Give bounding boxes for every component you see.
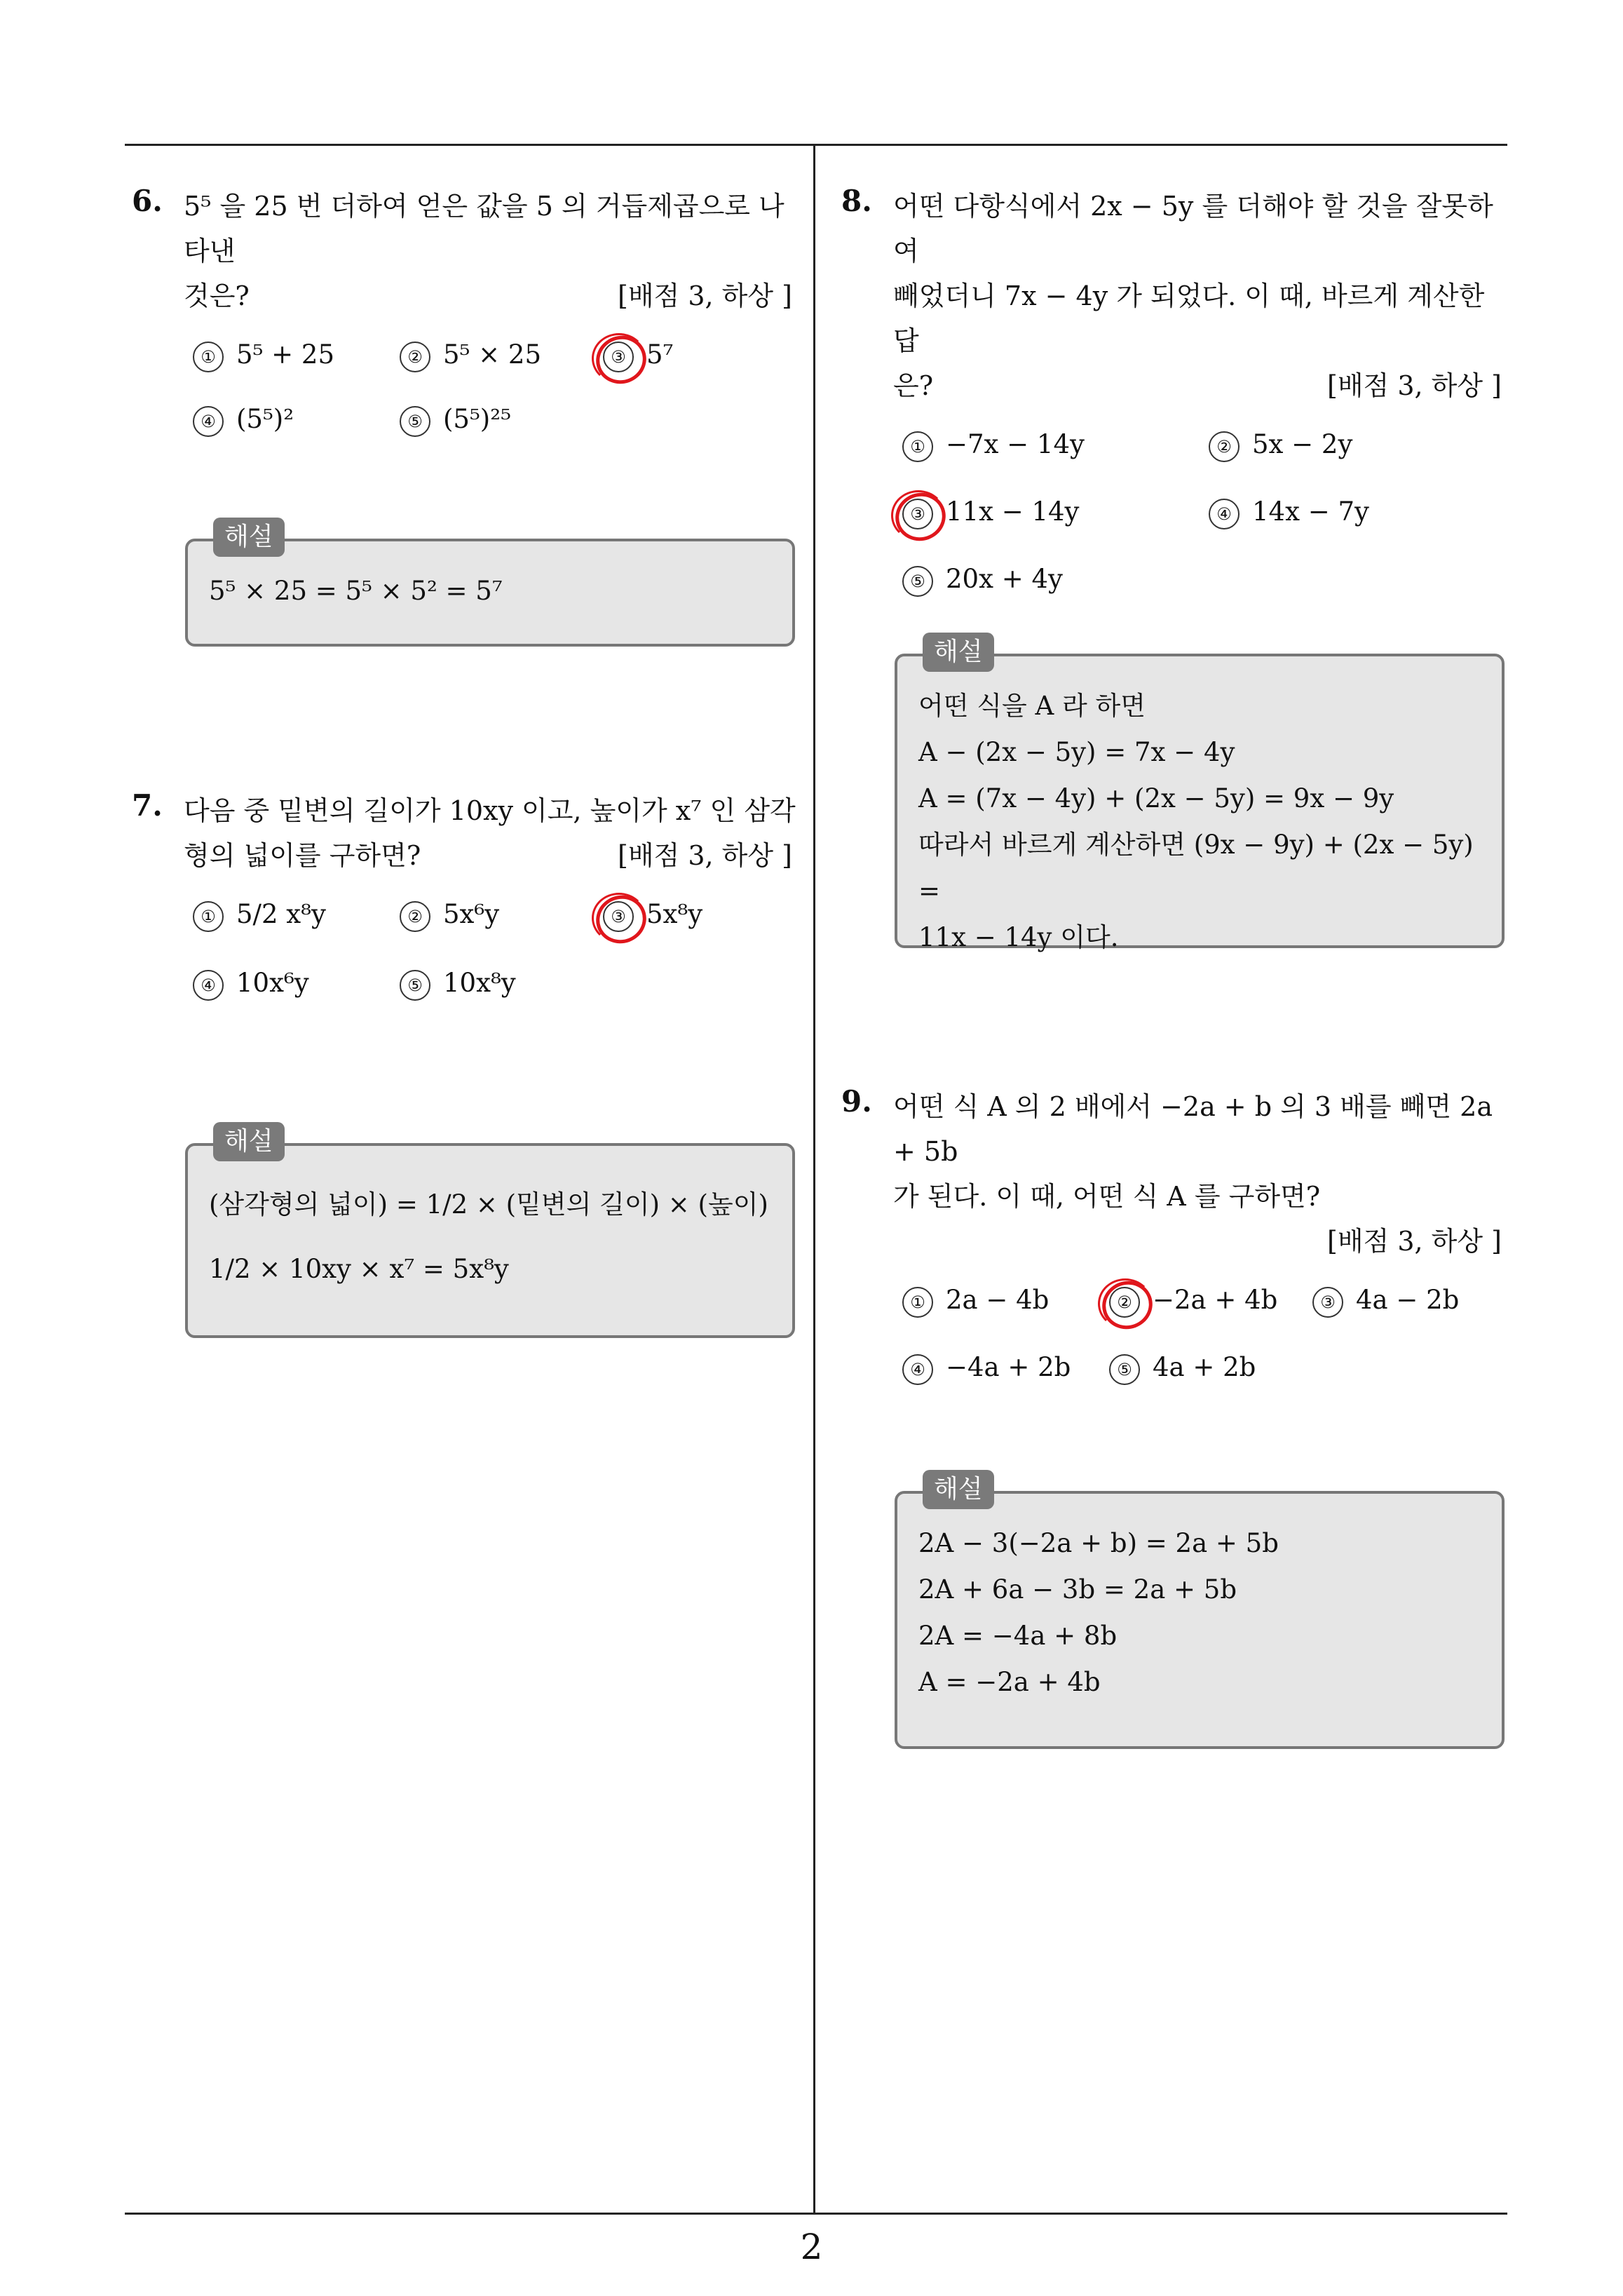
question-text-line2 — [184, 274, 799, 318]
choice-text: 5x⁸y — [646, 899, 703, 929]
choice-mark: ④ — [193, 406, 224, 437]
solution-box — [895, 1475, 1505, 1749]
question-9-head — [836, 1084, 1509, 1264]
page-number: 2 — [800, 2227, 823, 2267]
solution-box — [895, 637, 1505, 952]
choice-text: 4a + 2b — [1153, 1352, 1256, 1382]
choice-2[interactable] — [1109, 1285, 1277, 1318]
question-text-line2-content: 것은? — [184, 281, 250, 311]
choice-text: 11x − 14y — [946, 497, 1080, 527]
solution-tab: 해설 — [213, 518, 285, 557]
solution-line: 5⁵ × 25 = 5⁵ × 5² = 5⁷ — [209, 576, 503, 606]
question-number: 8. — [841, 184, 872, 218]
score-label: [배점 3, 하상 ] — [1327, 370, 1502, 401]
question-number: 6. — [132, 184, 163, 218]
solution-line: A = −2a + 4b — [918, 1667, 1101, 1697]
choice-mark: ① — [902, 431, 933, 462]
question-6 — [126, 184, 799, 606]
choice-mark-answer-circled: ③ — [603, 342, 634, 372]
question-number: 9. — [841, 1084, 872, 1119]
choice-5[interactable] — [902, 564, 1063, 597]
question-text-line3 — [893, 363, 1509, 408]
choice-1[interactable] — [902, 1285, 1049, 1318]
choice-5[interactable] — [1109, 1352, 1256, 1385]
choice-mark: ④ — [193, 970, 224, 1001]
solution-line: 2A − 3(−2a + b) = 2a + 5b — [918, 1528, 1279, 1558]
choice-text: 5x − 2y — [1252, 429, 1353, 459]
choice-text: (5⁵)² — [236, 404, 294, 434]
choice-mark: ② — [1209, 431, 1240, 462]
question-text-line3-content: 은? — [893, 370, 934, 401]
question-text-line2: 빼었더니 7x − 4y 가 되었다. 이 때, 바르게 계산한 답 — [893, 281, 1485, 356]
choice-2[interactable] — [1209, 429, 1352, 462]
choice-text: 2a − 4b — [946, 1285, 1050, 1315]
choice-text: 14x − 7y — [1252, 497, 1369, 527]
solution-box — [185, 522, 795, 647]
solution-line: 어떤 식을 A 라 하면 — [918, 691, 1146, 721]
choice-1[interactable] — [902, 429, 1085, 462]
choice-3[interactable] — [902, 497, 1079, 529]
choice-mark: ⑤ — [400, 406, 430, 437]
choice-mark: ② — [400, 901, 430, 932]
question-text-line1: 어떤 다항식에서 2x − 5y 를 더해야 할 것을 잘못하여 — [893, 191, 1493, 266]
choice-text: 5⁷ — [646, 339, 674, 370]
choice-3[interactable] — [1312, 1285, 1459, 1318]
bottom-rule — [125, 2213, 1507, 2215]
choice-mark: ⑤ — [902, 566, 933, 597]
choice-text: 10x⁶y — [236, 968, 309, 998]
choice-3[interactable] — [603, 339, 673, 372]
choice-3[interactable] — [603, 899, 702, 932]
question-text-line1: 5⁵ 을 25 번 더하여 얻은 값을 5 의 거듭제곱으로 나타낸 — [184, 191, 785, 266]
question-text-line1: 어떤 식 A 의 2 배에서 −2a + b 의 3 배를 빼면 2a + 5b — [893, 1091, 1493, 1167]
question-number: 7. — [132, 788, 163, 823]
solution-line: 1/2 × 10xy × x⁷ = 5x⁸y — [209, 1254, 509, 1284]
solution-tab: 해설 — [923, 1470, 994, 1509]
question-8-head — [836, 184, 1509, 408]
choice-mark: ① — [902, 1287, 933, 1318]
choice-4[interactable] — [1209, 497, 1369, 529]
choices — [836, 429, 1509, 633]
choice-text: (5⁵)²⁵ — [443, 404, 511, 434]
choice-mark: ① — [193, 901, 224, 932]
choice-text: 20x + 4y — [946, 564, 1063, 594]
question-7 — [126, 788, 799, 1284]
solution-line: A = (7x − 4y) + (2x − 5y) = 9x − 9y — [918, 783, 1394, 813]
choice-mark: ④ — [1209, 499, 1240, 529]
top-rule — [125, 144, 1507, 146]
choice-mark: ④ — [902, 1354, 933, 1385]
solution-line: 2A = −4a + 8b — [918, 1621, 1118, 1651]
choice-text: −4a + 2b — [946, 1352, 1071, 1382]
question-8 — [836, 184, 1509, 952]
choice-text: 4a − 2b — [1356, 1285, 1460, 1315]
choice-mark-answer-circled: ② — [1109, 1287, 1140, 1318]
solution-line: 11x − 14y 이다. — [918, 922, 1119, 952]
choice-text: 5/2 x⁸y — [236, 899, 326, 929]
column-divider — [813, 144, 815, 2214]
choice-4[interactable] — [193, 968, 309, 1001]
choice-mark-answer-circled: ③ — [902, 499, 933, 529]
question-9 — [836, 1084, 1509, 1697]
choice-mark: ⑤ — [1109, 1354, 1140, 1385]
choice-5[interactable] — [400, 404, 511, 437]
choice-text: 10x⁸y — [443, 968, 516, 998]
choice-text: 5⁵ + 25 — [236, 339, 334, 370]
question-text-line2-content: 형의 넓이를 구하면? — [184, 840, 421, 871]
question-text-line2 — [184, 833, 799, 878]
choices — [126, 899, 799, 1039]
choice-5[interactable] — [400, 968, 516, 1001]
question-text-line1: 다음 중 밑변의 길이가 10xy 이고, 높이가 x⁷ 인 삼각 — [184, 795, 796, 826]
question-text-line2: 가 된다. 이 때, 어떤 식 A 를 구하면? — [893, 1181, 1321, 1212]
choice-text: −7x − 14y — [946, 429, 1085, 459]
choice-text: 5x⁶y — [443, 899, 500, 929]
choices — [126, 339, 799, 480]
score-label: [배점 3, 하상 ] — [1327, 1226, 1502, 1257]
choice-2[interactable] — [400, 339, 541, 372]
solution-line: 따라서 바르게 계산하면 (9x − 9y) + (2x − 5y) = — [918, 830, 1474, 906]
choice-2[interactable] — [400, 899, 499, 932]
choice-mark: ② — [400, 342, 430, 372]
question-6-head — [126, 184, 799, 318]
solution-tab: 해설 — [213, 1122, 285, 1161]
choice-mark-answer-circled: ③ — [603, 901, 634, 932]
solution-box — [185, 1127, 795, 1338]
choice-mark: ① — [193, 342, 224, 372]
score-label: [배점 3, 하상 ] — [618, 840, 792, 871]
solution-line: 2A + 6a − 3b = 2a + 5b — [918, 1574, 1237, 1605]
choice-4[interactable] — [902, 1352, 1071, 1385]
choice-mark: ③ — [1312, 1287, 1343, 1318]
choice-text: 5⁵ × 25 — [443, 339, 541, 370]
choices — [836, 1285, 1509, 1425]
choice-1[interactable] — [193, 899, 326, 932]
solution-line: A − (2x − 5y) = 7x − 4y — [918, 737, 1235, 767]
score-label: [배점 3, 하상 ] — [618, 281, 792, 311]
choice-mark: ⑤ — [400, 970, 430, 1001]
choice-4[interactable] — [193, 404, 294, 437]
choice-text: −2a + 4b — [1153, 1285, 1278, 1315]
solution-tab: 해설 — [923, 633, 994, 672]
solution-line: (삼각형의 넓이) = 1/2 × (밑변의 길이) × (높이) — [209, 1189, 768, 1220]
choice-1[interactable] — [193, 339, 334, 372]
question-7-head — [126, 788, 799, 878]
